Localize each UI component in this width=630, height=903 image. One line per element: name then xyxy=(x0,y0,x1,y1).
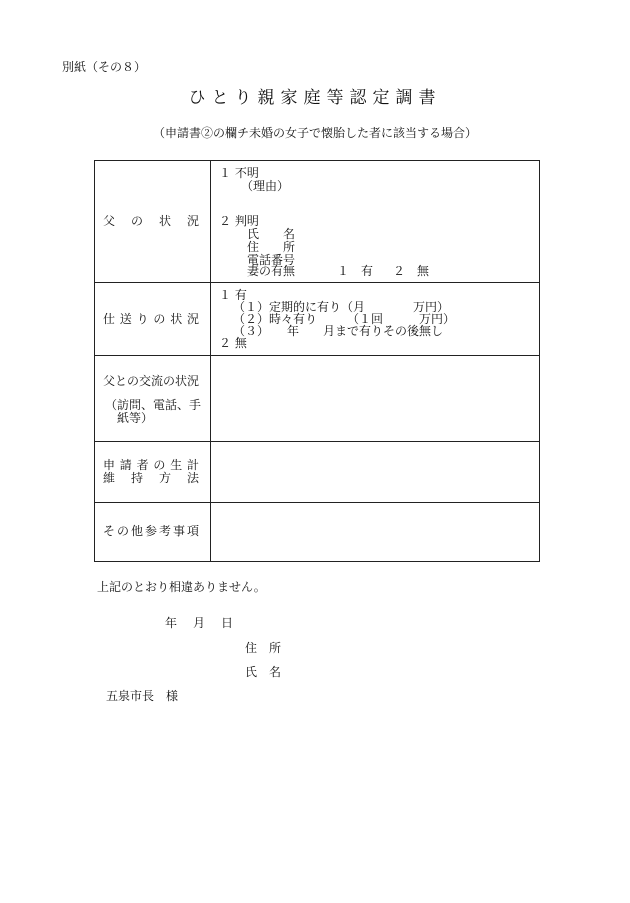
livelihood-label-cont: 維 持 方 法 xyxy=(103,471,199,485)
document-title: ひとり親家庭等認定調書 xyxy=(188,88,442,108)
livelihood-label: 申 請 者 の 生 計 xyxy=(103,458,199,472)
father-unknown-reason: （理由） xyxy=(241,179,290,193)
father-known-option: ２ 判明 xyxy=(219,214,259,228)
contact-status-note: （訪問、電話、手 xyxy=(105,398,202,412)
father-spouse-field: 妻の有無 xyxy=(247,264,296,278)
declaration-text: 上記のとおり相違ありません。 xyxy=(97,580,266,594)
date-day: 日 xyxy=(221,616,234,630)
addressee: 五泉市長 様 xyxy=(106,689,179,703)
date-year: 年 xyxy=(165,616,178,630)
father-unknown-option: １ 不明 xyxy=(219,166,259,180)
remittance-regular-option: （１）定期的に有り（月 万円） xyxy=(233,300,450,314)
applicant-name-label: 氏 名 xyxy=(245,665,282,679)
attachment-label: 別紙（その８） xyxy=(62,60,147,74)
father-status-label: 父 の 状 況 xyxy=(103,214,199,228)
contact-status-note-cont: 紙等） xyxy=(117,411,154,425)
row-divider xyxy=(95,502,539,503)
document-subtitle: （申請書②の欄チ未婚の女子で懐胎した者に該当する場合） xyxy=(152,126,477,140)
row-divider xyxy=(95,441,539,442)
contact-status-label: 父との交流の状況 xyxy=(103,374,200,388)
father-phone-field: 電話番号 xyxy=(247,253,296,267)
other-notes-label: その他参考事項 xyxy=(103,524,199,538)
certification-table xyxy=(94,160,540,562)
date-month: 月 xyxy=(193,616,206,630)
remittance-no-option: ２ 無 xyxy=(219,336,247,350)
father-name-field: 氏 名 xyxy=(247,227,296,241)
spouse-no-option: ２ 無 xyxy=(393,264,430,278)
row-divider xyxy=(95,355,539,356)
remittance-yes-option: １ 有 xyxy=(219,288,247,302)
row-divider xyxy=(95,282,539,283)
column-divider xyxy=(210,161,211,561)
applicant-address-label: 住 所 xyxy=(245,641,282,655)
remittance-occasional-option: （２）時々有り （１回 万円） xyxy=(233,312,456,326)
spouse-yes-option: １ 有 xyxy=(337,264,374,278)
remittance-status-label: 仕 送 り の 状 況 xyxy=(103,312,199,326)
father-address-field: 住 所 xyxy=(247,240,296,254)
remittance-ended-option: （３） 年 月まで有りその後無し xyxy=(233,324,444,338)
